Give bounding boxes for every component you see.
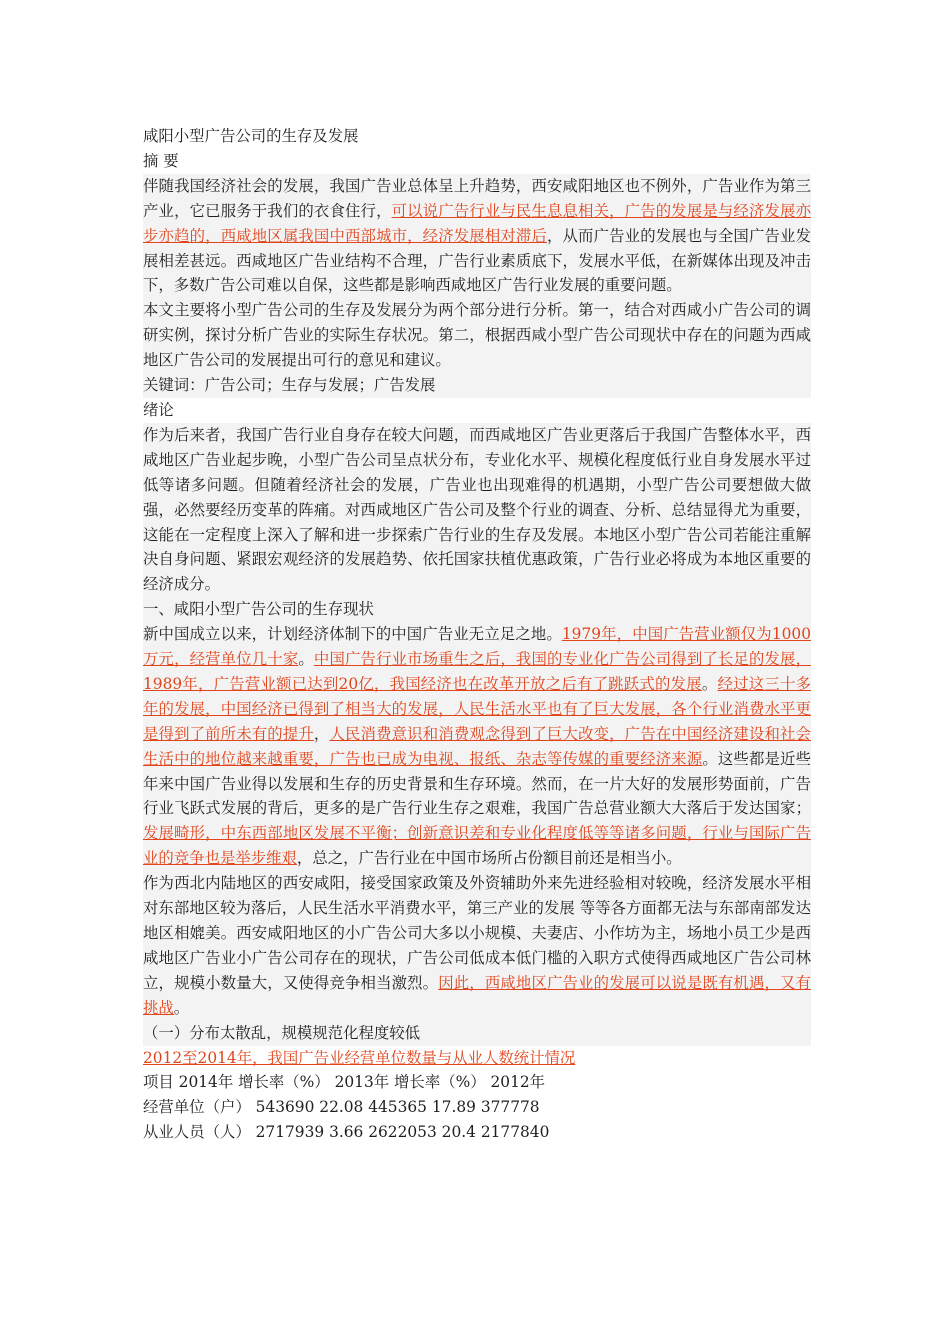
s1p1-seg: 。这些都是近些年来中国广告业得以发展和生存的历史背景和生存环境。然而，在一片大好的发展形势面前，广告行业飞跃式发展的背后，更多的是广告行业生存之艰难，我国广告总营业额大大落后于发达国家；: [143, 749, 811, 818]
s1p1-highlight: 中国广告行业市场重生之后，我国的专业化广告公司得到了长足的发展，1989年，广告营业额已达到20亿，我国经济也在改革开放之后有了跳跃式的发展: [143, 650, 811, 693]
s1p1-highlight: 人民消费意识和消费观念得到了巨大改变，广告在中国经济建设和社会生活中的地位越来越重要，广告也已成为电视、报纸、杂志等传媒的重要经济来源: [143, 724, 811, 768]
s1p2-seg: 作为西北内陆地区的西安咸阳，接受国家政策及外资辅助外来先进经验相对较晚，经济发展水平相对东部地区较为落后，人民生活水平消费水平，第三产业的发展 等等各方面都无法与东部南部发达地区相媲美。西安咸阳地区的小广告公司大多以小规模、夫妻店、小作坊为主，场地小员工少是西咸地区广告业小广告公司存在的现状，广告公司低成本低门槛的入职方式使得西咸地区广告公司林立，规模小数量大，又使得竞争相当激烈。: [143, 874, 811, 992]
intro-heading: 绪论: [143, 400, 174, 419]
abstract-heading: 摘 要: [143, 151, 179, 170]
abstract-paragraph-1: [143, 174, 811, 299]
table-row: 经营单位（户） 543690 22.08 445365 17.89 377778: [143, 1098, 540, 1117]
abstract-p1-seg-0: 伴随我国经济社会的发展，我国广告业总体呈上升趋势，西安咸阳地区也不例外，广告业作为第三产业，它已服务于我们的衣食住行，: [143, 176, 811, 220]
s1p1-highlight: 1979年，中国广告营业额仅为1000万元，经营单位几十家: [143, 625, 811, 669]
abstract-p1-highlight: 可以说广告行业与民生息息相关，广告的发展是与经济发展亦步亦趋的，西咸地区属我国中西部城市，经济发展相对滞后: [143, 201, 811, 245]
abstract-p1-seg-2: ，从而广告业的发展也与全国广告业发展相差甚远。西咸地区广告业结构不合理，广告行业素质底下，发展水平低，在新媒体出现及冲击下，多数广告公司难以自保，这些都是影响西咸地区广告行业发展的重要问题。: [143, 226, 811, 295]
table-row: 从业人员（人） 2717939 3.66 2622053 20.4 2177840: [143, 1123, 550, 1142]
section-1-paragraph-2: [143, 871, 811, 1020]
table-header: 项目 2014年 增长率（%） 2013年 增长率（%） 2012年: [143, 1073, 546, 1092]
subsection-1-heading: （一）分布太散乱，规模规范化程度较低: [143, 1021, 811, 1046]
section-1-heading: 一、咸阳小型广告公司的生存现状: [143, 597, 811, 622]
s1p1-highlight: 经过这三十多年的发展，中国经济已得到了相当大的发展，人民生活水平也有了巨大发展，各个行业消费水平更是得到了前所未有的提升: [143, 674, 811, 743]
document-body: [143, 124, 811, 1145]
s1p1-seg: 。: [701, 674, 718, 693]
s1p1-seg: ，: [313, 724, 330, 743]
s1p1-seg: 。: [298, 650, 314, 669]
s1p2-seg: 。: [173, 998, 190, 1017]
s1p2-highlight: 因此，西咸地区广告业的发展可以说是既有机遇，又有挑战: [143, 973, 811, 1017]
document-title: 咸阳小型广告公司的生存及发展: [143, 127, 359, 145]
s1p1-seg: 新中国成立以来，计划经济体制下的中国广告业无立足之地。: [143, 625, 562, 644]
s1p1-highlight: 发展畸形，中东西部地区发展不平衡；创新意识差和专业化程度低等等诸多问题，行业与国际广告业的竞争也是举步维艰: [143, 824, 811, 868]
keywords: 关键词：广告公司；生存与发展；广告发展: [143, 373, 811, 398]
table-caption: 2012至2014年，我国广告业经营单位数量与从业人数统计情况: [143, 1048, 576, 1067]
abstract-paragraph-2: 本文主要将小型广告公司的生存及发展分为两个部分进行分析。第一，结合对西咸小广告公司的调研实例，探讨分析广告业的实际生存状况。第二，根据西咸小型广告公司现状中存在的问题为西咸地区广告公司的发展提出可行的意见和建议。: [143, 298, 811, 373]
intro-paragraph: 作为后来者，我国广告行业自身存在较大问题，而西咸地区广告业更落后于我国广告整体水平，西咸地区广告业起步晚，小型广告公司呈点状分布，专业化水平、规模化程度低行业自身发展水平过低等诸多问题。但随着经济社会的发展，广告业也出现难得的机遇期，小型广告公司要想做大做强，必然要经历变革的阵痛。对西咸地区广告公司及整个行业的调查、分析、总结显得尤为重要，这能在一定程度上深入了解和进一步探索广告行业的生存及发展。本地区小型广告公司若能注重解决自身问题、紧跟宏观经济的发展趋势、依托国家扶植优惠政策，广告行业必将成为本地区重要的经济成分。: [143, 423, 811, 597]
s1p1-seg: ，总之，广告行业在中国市场所占份额目前还是相当小。: [296, 849, 682, 868]
section-1-paragraph-1: [143, 622, 811, 871]
